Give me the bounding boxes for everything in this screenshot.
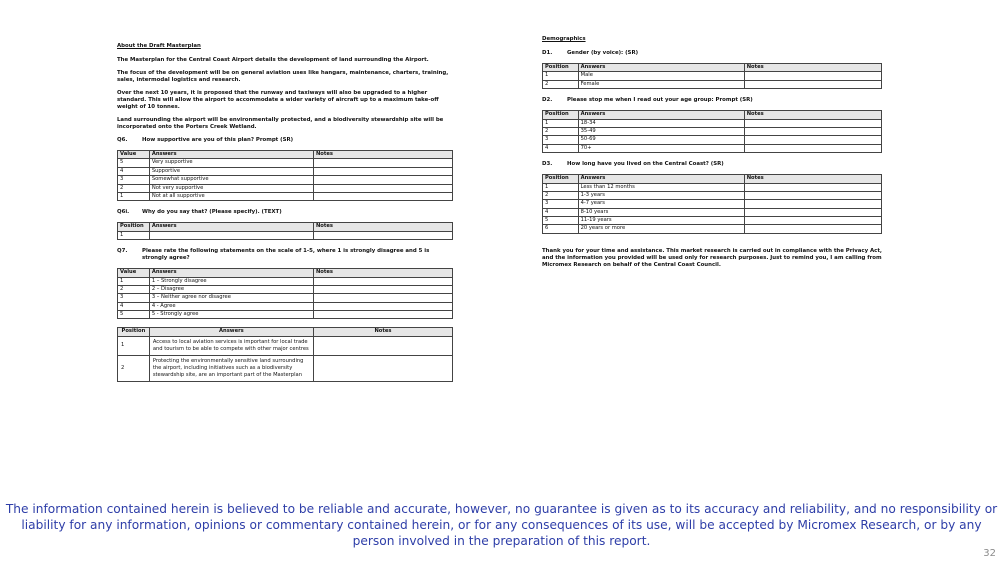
table-row xyxy=(118,231,453,239)
column-header: Notes xyxy=(744,111,881,119)
question-text: How long have you lived on the Central Coast? (SR) xyxy=(567,161,724,168)
intro-paragraph: Land surrounding the airport will be environmentally protected, and a biodiversity stewardship site will be incorporated onto the Porters Creek Wetland. xyxy=(117,117,444,130)
notes-cell xyxy=(313,176,452,184)
column-header: Answers xyxy=(149,328,313,336)
table-row xyxy=(118,277,453,285)
table-row xyxy=(118,311,453,319)
value-cell: 5 xyxy=(118,159,150,167)
notes-cell xyxy=(313,336,452,355)
table-header-row xyxy=(543,111,882,119)
value-cell: 5 xyxy=(118,311,150,319)
table-row xyxy=(118,167,453,175)
question-q6 xyxy=(117,137,453,144)
column-header: Notes xyxy=(313,151,452,159)
column-header: Answers xyxy=(578,175,744,183)
table-row xyxy=(118,159,453,167)
column-header: Position xyxy=(118,223,150,231)
value-cell: 3 xyxy=(118,176,150,184)
answer-cell: 50-69 xyxy=(578,136,744,144)
answer-cell: Somewhat supportive xyxy=(149,176,313,184)
question-number: Q7. xyxy=(117,248,128,255)
question-number: D3. xyxy=(542,161,553,168)
answer-cell: Less than 12 months xyxy=(578,183,744,191)
question-number: D1. xyxy=(542,50,553,56)
q7-scale-table xyxy=(117,268,453,319)
answer-cell: Not at all supportive xyxy=(149,192,313,200)
disclaimer-text: The information contained herein is believed to be reliable and accurate, however, no guarantee is given as to its accuracy and reliability, and no responsibility or liability for any information, opinions or commentary contained herein, or for any consequences of its use, will be accepted by Micromex Research, or by any person involved in the preparation of this report. xyxy=(5,502,998,548)
right-column xyxy=(542,36,882,275)
table-header-row xyxy=(543,64,882,72)
answer-cell: 18-34 xyxy=(578,119,744,127)
question-number: Q6i. xyxy=(117,209,130,216)
value-cell: 1 xyxy=(543,119,579,127)
question-q6i xyxy=(117,209,453,216)
table-row xyxy=(543,225,882,233)
notes-cell xyxy=(313,311,452,319)
notes-cell xyxy=(313,294,452,302)
question-d2 xyxy=(542,97,882,104)
notes-cell xyxy=(744,144,881,152)
answer-cell: 35-49 xyxy=(578,127,744,135)
notes-cell xyxy=(744,136,881,144)
table-row xyxy=(543,200,882,208)
value-cell: 1 xyxy=(118,192,150,200)
value-cell: 1 xyxy=(118,336,150,355)
d3-answer-table xyxy=(542,174,882,234)
table-header-row xyxy=(118,223,453,231)
table-row xyxy=(118,355,453,381)
value-cell: 2 xyxy=(543,127,579,135)
table-row xyxy=(543,127,882,135)
q6i-answer-table xyxy=(117,222,453,240)
value-cell: 4 xyxy=(118,302,150,310)
value-cell: 3 xyxy=(543,200,579,208)
table-row xyxy=(543,183,882,191)
table-row xyxy=(543,191,882,199)
column-header: Notes xyxy=(313,223,452,231)
table-row xyxy=(543,80,882,88)
notes-cell xyxy=(744,183,881,191)
table-header-row xyxy=(118,328,453,336)
column-header: Answers xyxy=(149,223,313,231)
notes-cell xyxy=(744,80,881,88)
table-row xyxy=(118,302,453,310)
notes-cell xyxy=(313,167,452,175)
table-row xyxy=(118,176,453,184)
closing-statement: Thank you for your time and assistance. This market research is carried out in compliance with the Privacy Act, and the information you provided will be used only for research purposes. Just to remind you, I am calling from Micromex Research on behalf of the Central Coast Council. xyxy=(542,247,882,268)
answer-cell: 70+ xyxy=(578,144,744,152)
notes-cell xyxy=(313,355,452,381)
notes-cell xyxy=(313,302,452,310)
column-header: Position xyxy=(118,328,150,336)
intro-paragraph: The focus of the development will be on general aviation uses like hangars, maintenance, charters, training, sales, intermodal logistics and research. xyxy=(117,70,449,83)
answer-cell: 11-19 years xyxy=(578,217,744,225)
notes-cell xyxy=(313,285,452,293)
table-row xyxy=(543,72,882,80)
answer-cell: 4 - Agree xyxy=(149,302,313,310)
column-header: Answers xyxy=(149,269,313,277)
value-cell: 6 xyxy=(543,225,579,233)
value-cell: 2 xyxy=(543,80,579,88)
question-text: Please rate the following statements on the scale of 1-5, where 1 is strongly disagree and 5 is strongly agree? xyxy=(142,248,430,262)
question-d1 xyxy=(542,50,882,57)
section-heading: About the Draft Masterplan xyxy=(117,43,201,49)
question-number: Q6. xyxy=(117,137,128,143)
value-cell: 4 xyxy=(543,144,579,152)
answer-cell xyxy=(149,231,313,239)
notes-cell xyxy=(313,277,452,285)
column-header: Value xyxy=(118,151,150,159)
column-header: Answers xyxy=(578,64,744,72)
question-number: D2. xyxy=(542,97,553,104)
table-row xyxy=(543,136,882,144)
value-cell: 2 xyxy=(118,285,150,293)
notes-cell xyxy=(313,159,452,167)
table-row xyxy=(543,144,882,152)
answer-cell: 5 - Strongly agree xyxy=(149,311,313,319)
answer-cell: Supportive xyxy=(149,167,313,175)
question-text: How supportive are you of this plan? Prompt (SR) xyxy=(142,137,294,143)
column-header: Answers xyxy=(578,111,744,119)
intro-paragraph: The Masterplan for the Central Coast Airport details the development of land surrounding the Airport. xyxy=(117,57,429,63)
value-cell: 3 xyxy=(118,294,150,302)
column-header: Position xyxy=(543,175,579,183)
value-cell: 4 xyxy=(118,167,150,175)
table-header-row xyxy=(118,151,453,159)
column-header: Position xyxy=(543,111,579,119)
answer-cell: 4-7 years xyxy=(578,200,744,208)
value-cell: 1 xyxy=(118,231,150,239)
notes-cell xyxy=(744,225,881,233)
page-number: 32 xyxy=(983,548,996,559)
column-header: Position xyxy=(543,64,579,72)
question-d3 xyxy=(542,161,882,168)
column-header: Value xyxy=(118,269,150,277)
table-row xyxy=(543,208,882,216)
statement-cell: Protecting the environmentally sensitive land surrounding the airport, including initiatives such as a biodiversity stewardship site, are an important part of the Masterplan xyxy=(149,355,313,381)
table-row xyxy=(118,285,453,293)
d1-answer-table xyxy=(542,63,882,89)
q7-statements-table xyxy=(117,327,453,381)
value-cell: 3 xyxy=(543,136,579,144)
table-row xyxy=(543,217,882,225)
value-cell: 4 xyxy=(543,208,579,216)
value-cell: 1 xyxy=(118,277,150,285)
notes-cell xyxy=(744,119,881,127)
notes-cell xyxy=(313,231,452,239)
table-row xyxy=(543,119,882,127)
notes-cell xyxy=(313,192,452,200)
answer-cell: 3 – Neither agree nor disagree xyxy=(149,294,313,302)
column-header: Notes xyxy=(313,328,452,336)
table-row xyxy=(118,294,453,302)
table-header-row xyxy=(118,269,453,277)
intro-paragraph: Over the next 10 years, it is proposed that the runway and taxiways will also be upgraded to a higher standard. This will allow the airport to accommodate a wider variety of aircraft up to a maximum take-off weight of 10 tonnes. xyxy=(117,90,439,110)
notes-cell xyxy=(744,217,881,225)
value-cell: 1 xyxy=(543,183,579,191)
table-header-row xyxy=(543,175,882,183)
table-row xyxy=(118,192,453,200)
notes-cell xyxy=(744,200,881,208)
answer-cell: 1 – Strongly disagree xyxy=(149,277,313,285)
value-cell: 2 xyxy=(118,184,150,192)
value-cell: 5 xyxy=(543,217,579,225)
question-q7 xyxy=(117,248,453,262)
section-heading: Demographics xyxy=(542,36,586,42)
answer-cell: 20 years or more xyxy=(578,225,744,233)
column-header: Notes xyxy=(744,64,881,72)
notes-cell xyxy=(744,72,881,80)
notes-cell xyxy=(313,184,452,192)
left-column xyxy=(117,43,453,390)
table-row xyxy=(118,336,453,355)
d2-answer-table xyxy=(542,110,882,153)
value-cell: 2 xyxy=(543,191,579,199)
answer-cell: Not very supportive xyxy=(149,184,313,192)
answer-cell: Male xyxy=(578,72,744,80)
column-header: Notes xyxy=(744,175,881,183)
q6-answer-table xyxy=(117,150,453,201)
statement-cell: Access to local aviation services is important for local trade and tourism to be able to compete with other major centres xyxy=(149,336,313,355)
notes-cell xyxy=(744,191,881,199)
question-text: Please stop me when I read out your age group: Prompt (SR) xyxy=(567,97,753,104)
notes-cell xyxy=(744,127,881,135)
notes-cell xyxy=(744,208,881,216)
answer-cell: 1-3 years xyxy=(578,191,744,199)
answer-cell: Female xyxy=(578,80,744,88)
table-row xyxy=(118,184,453,192)
column-header: Answers xyxy=(149,151,313,159)
answer-cell: 2 – Disagree xyxy=(149,285,313,293)
answer-cell: Very supportive xyxy=(149,159,313,167)
value-cell: 2 xyxy=(118,355,150,381)
question-text: Gender (by voice): (SR) xyxy=(567,50,639,56)
column-header: Notes xyxy=(313,269,452,277)
value-cell: 1 xyxy=(543,72,579,80)
question-text: Why do you say that? (Please specify). (TEXT) xyxy=(142,209,282,216)
answer-cell: 8-10 years xyxy=(578,208,744,216)
